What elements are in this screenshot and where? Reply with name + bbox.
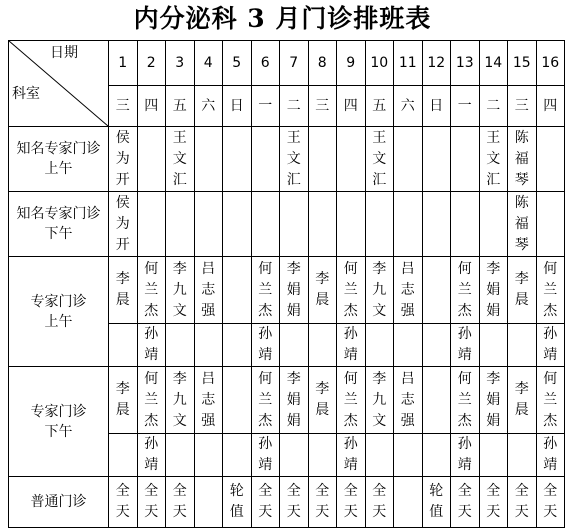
date-cell: 2 [137, 41, 166, 86]
schedule-cell [166, 324, 195, 367]
schedule-cell [536, 257, 565, 324]
schedule-cell [451, 434, 480, 477]
weekday-cell: 四 [536, 86, 565, 127]
date-cell: 16 [536, 41, 565, 86]
schedule-cell [394, 257, 423, 324]
weekday-cell: 二 [280, 86, 309, 127]
schedule-cell [280, 192, 309, 257]
schedule-cell [365, 367, 394, 434]
schedule-cell [536, 477, 565, 528]
schedule-cell [365, 324, 394, 367]
schedule-cell [166, 477, 195, 528]
cell-text: 何兰杰 [343, 370, 358, 429]
schedule-row [9, 257, 565, 324]
date-cell: 11 [394, 41, 423, 86]
schedule-cell [137, 477, 166, 528]
cell-text: 吕志强 [201, 370, 216, 429]
schedule-cell [422, 127, 451, 192]
schedule-cell [394, 367, 423, 434]
weekday-cell: 四 [137, 86, 166, 127]
corner-label-date: 日期 [50, 45, 78, 61]
schedule-cell [308, 477, 337, 528]
cell-text: 陈福琴 [514, 129, 529, 188]
cell-text: 吕志强 [400, 370, 415, 429]
schedule-cell [365, 257, 394, 324]
schedule-cell [194, 324, 223, 367]
schedule-cell [422, 477, 451, 528]
cell-text: 全天 [486, 483, 501, 520]
cell-text: 何兰杰 [343, 260, 358, 319]
schedule-cell [166, 192, 195, 257]
cell-text: 何兰杰 [457, 370, 472, 429]
schedule-cell [251, 324, 280, 367]
schedule-cell [479, 257, 508, 324]
date-cell: 3 [166, 41, 195, 86]
schedule-row [9, 367, 565, 434]
cell-text: 李娟娟 [286, 260, 301, 319]
cell-text: 李娟娟 [486, 370, 501, 429]
cell-text: 孙靖 [457, 326, 472, 363]
schedule-cell [479, 192, 508, 257]
schedule-cell [422, 324, 451, 367]
date-cell: 9 [337, 41, 366, 86]
cell-text: 李九文 [172, 370, 187, 429]
date-cell: 4 [194, 41, 223, 86]
schedule-cell [251, 367, 280, 434]
date-row [9, 41, 565, 86]
row-label-line: 上午 [44, 313, 73, 330]
schedule-cell [479, 477, 508, 528]
cell-text: 侯为开 [115, 194, 130, 253]
row-label [9, 127, 109, 192]
cell-text: 李娟娟 [286, 370, 301, 429]
corner-label-department: 科室 [12, 86, 40, 102]
schedule-cell [508, 477, 537, 528]
date-cell: 5 [223, 41, 252, 86]
cell-text: 李晨 [115, 271, 130, 308]
schedule-cell [109, 127, 138, 192]
cell-text: 吕志强 [201, 260, 216, 319]
schedule-cell [451, 127, 480, 192]
date-cell: 13 [451, 41, 480, 86]
schedule-cell [223, 324, 252, 367]
weekday-cell: 三 [308, 86, 337, 127]
weekday-cell: 六 [194, 86, 223, 127]
schedule-cell [223, 367, 252, 434]
schedule-cell [109, 192, 138, 257]
cell-text: 李晨 [315, 271, 330, 308]
cell-text: 全天 [457, 483, 472, 520]
schedule-cell [451, 257, 480, 324]
cell-text: 李九文 [372, 260, 387, 319]
cell-text: 孙靖 [343, 436, 358, 473]
cell-text: 全天 [315, 483, 330, 520]
schedule-cell [508, 127, 537, 192]
schedule-cell [422, 192, 451, 257]
cell-text: 全天 [172, 483, 187, 520]
cell-text: 王文汇 [486, 129, 501, 188]
schedule-cell [308, 434, 337, 477]
cell-text: 孙靖 [144, 436, 159, 473]
schedule-cell [194, 257, 223, 324]
schedule-cell [223, 434, 252, 477]
cell-text: 何兰杰 [258, 370, 273, 429]
schedule-cell [508, 324, 537, 367]
schedule-cell [337, 477, 366, 528]
schedule-cell [194, 367, 223, 434]
cell-text: 孙靖 [457, 436, 472, 473]
cell-text: 李九文 [172, 260, 187, 319]
schedule-cell [422, 434, 451, 477]
schedule-cell [337, 434, 366, 477]
weekday-cell: 六 [394, 86, 423, 127]
date-cell: 12 [422, 41, 451, 86]
weekday-cell: 五 [365, 86, 394, 127]
schedule-cell [508, 434, 537, 477]
cell-text: 陈福琴 [514, 194, 529, 253]
row-label [9, 477, 109, 528]
schedule-cell [109, 324, 138, 367]
cell-text: 何兰杰 [258, 260, 273, 319]
schedule-cell [394, 127, 423, 192]
schedule-cell [308, 127, 337, 192]
cell-text: 李娟娟 [486, 260, 501, 319]
cell-text: 孙靖 [144, 326, 159, 363]
date-cell: 1 [109, 41, 138, 86]
schedule-cell [166, 127, 195, 192]
cell-text: 李晨 [514, 271, 529, 308]
weekday-cell: 一 [451, 86, 480, 127]
schedule-cell [308, 324, 337, 367]
cell-text: 李晨 [115, 381, 130, 418]
schedule-cell [479, 127, 508, 192]
schedule-cell [308, 192, 337, 257]
schedule-cell [137, 192, 166, 257]
cell-text: 孙靖 [343, 326, 358, 363]
schedule-cell [337, 192, 366, 257]
weekday-cell: 五 [166, 86, 195, 127]
schedule-cell [451, 324, 480, 367]
schedule-cell [251, 192, 280, 257]
cell-text: 王文汇 [372, 129, 387, 188]
cell-text: 何兰杰 [144, 370, 159, 429]
cell-text: 轮值 [229, 483, 244, 520]
row-label [9, 192, 109, 257]
schedule-cell [479, 434, 508, 477]
schedule-cell [508, 257, 537, 324]
schedule-cell [223, 257, 252, 324]
row-label [9, 367, 109, 477]
cell-text: 何兰杰 [543, 370, 558, 429]
schedule-cell [137, 434, 166, 477]
schedule-cell [194, 127, 223, 192]
schedule-cell [337, 324, 366, 367]
schedule-cell [109, 367, 138, 434]
cell-text: 全天 [115, 483, 130, 520]
schedule-row [9, 477, 565, 528]
schedule-cell [479, 367, 508, 434]
header-corner [9, 41, 109, 127]
schedule-cell [308, 367, 337, 434]
schedule-cell [536, 192, 565, 257]
weekday-cell: 二 [479, 86, 508, 127]
schedule-row [9, 192, 565, 257]
weekday-cell: 三 [109, 86, 138, 127]
schedule-cell [536, 434, 565, 477]
cell-text: 孙靖 [543, 326, 558, 363]
cell-text: 孙靖 [543, 436, 558, 473]
schedule-cell [251, 127, 280, 192]
schedule-cell [109, 434, 138, 477]
schedule-row [9, 127, 565, 192]
cell-text: 全天 [372, 483, 387, 520]
weekday-cell: 三 [508, 86, 537, 127]
schedule-cell [137, 367, 166, 434]
page-title: 内分泌科 3 月门诊排班表 [133, 4, 432, 33]
cell-text: 孙靖 [258, 326, 273, 363]
schedule-cell [337, 367, 366, 434]
cell-text: 李晨 [315, 381, 330, 418]
schedule-cell [394, 434, 423, 477]
row-label-line: 专家门诊 [30, 403, 87, 420]
schedule-cell [536, 127, 565, 192]
schedule-cell [365, 477, 394, 528]
schedule-cell [280, 324, 309, 367]
schedule-cell [536, 324, 565, 367]
schedule-cell [280, 477, 309, 528]
schedule-cell [451, 192, 480, 257]
cell-text: 全天 [258, 483, 273, 520]
schedule-cell [251, 434, 280, 477]
row-label-line: 专家门诊 [30, 293, 87, 310]
schedule-cell [251, 477, 280, 528]
schedule-cell [137, 127, 166, 192]
schedule-cell [280, 367, 309, 434]
date-cell: 6 [251, 41, 280, 86]
schedule-cell [451, 367, 480, 434]
row-label-line: 知名专家门诊 [16, 206, 101, 222]
cell-text: 吕志强 [400, 260, 415, 319]
date-cell: 7 [280, 41, 309, 86]
schedule-cell [280, 257, 309, 324]
cell-text: 何兰杰 [457, 260, 472, 319]
schedule-cell [166, 434, 195, 477]
schedule-cell [479, 324, 508, 367]
cell-text: 何兰杰 [144, 260, 159, 319]
weekday-cell: 一 [251, 86, 280, 127]
cell-text: 轮值 [429, 483, 444, 520]
schedule-cell [166, 257, 195, 324]
schedule-cell [137, 257, 166, 324]
schedule-cell [109, 257, 138, 324]
schedule-cell [194, 434, 223, 477]
cell-text: 全天 [514, 483, 529, 520]
cell-text: 全天 [286, 483, 301, 520]
schedule-cell [337, 127, 366, 192]
schedule-cell [394, 477, 423, 528]
schedule-cell [536, 367, 565, 434]
schedule-cell [365, 192, 394, 257]
schedule-cell [194, 192, 223, 257]
schedule-cell [166, 367, 195, 434]
weekday-cell: 日 [223, 86, 252, 127]
schedule-cell [109, 477, 138, 528]
schedule-cell [308, 257, 337, 324]
row-label [9, 257, 109, 367]
weekday-cell: 日 [422, 86, 451, 127]
schedule-cell [223, 192, 252, 257]
schedule-cell [337, 257, 366, 324]
row-label-line: 知名专家门诊 [16, 141, 101, 157]
date-cell: 10 [365, 41, 394, 86]
row-label-line: 普通门诊 [30, 494, 87, 510]
cell-text: 全天 [343, 483, 358, 520]
date-cell: 14 [479, 41, 508, 86]
cell-text: 李九文 [372, 370, 387, 429]
schedule-cell [394, 324, 423, 367]
cell-text: 何兰杰 [543, 260, 558, 319]
schedule-cell [508, 192, 537, 257]
cell-text: 全天 [543, 483, 558, 520]
cell-text: 孙靖 [258, 436, 273, 473]
schedule-cell [365, 127, 394, 192]
schedule-cell [365, 434, 394, 477]
cell-text: 王文汇 [286, 129, 301, 188]
schedule-cell [280, 434, 309, 477]
schedule-cell [251, 257, 280, 324]
schedule-cell [280, 127, 309, 192]
schedule-cell [394, 192, 423, 257]
row-label-line: 上午 [44, 161, 73, 177]
cell-text: 全天 [144, 483, 159, 520]
schedule-cell [223, 127, 252, 192]
schedule-cell [137, 324, 166, 367]
row-label-line: 下午 [44, 226, 73, 242]
date-cell: 15 [508, 41, 537, 86]
schedule-cell [422, 257, 451, 324]
cell-text: 侯为开 [115, 129, 130, 188]
schedule-cell [422, 367, 451, 434]
schedule-cell [451, 477, 480, 528]
row-label-line: 下午 [44, 423, 73, 440]
schedule-cell [223, 477, 252, 528]
cell-text: 王文汇 [172, 129, 187, 188]
weekday-cell: 四 [337, 86, 366, 127]
schedule-cell [194, 477, 223, 528]
schedule-table [8, 40, 565, 528]
date-cell: 8 [308, 41, 337, 86]
cell-text: 李晨 [514, 381, 529, 418]
schedule-cell [508, 367, 537, 434]
